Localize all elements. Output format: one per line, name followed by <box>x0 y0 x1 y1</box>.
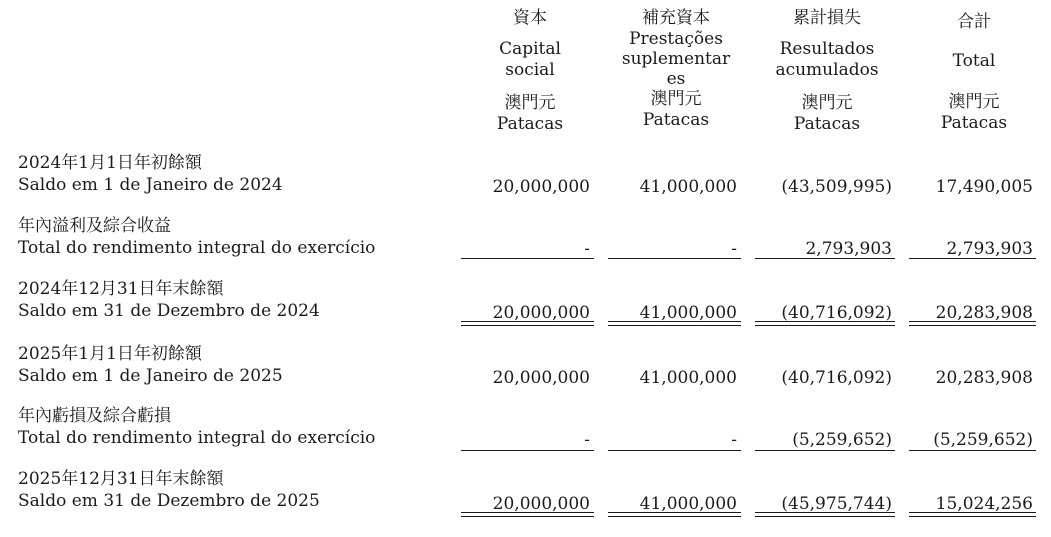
cell-resultados: (45,975,744) <box>781 494 892 514</box>
cell-prestacoes: - <box>731 239 737 259</box>
cell-resultados: (40,716,092) <box>781 303 892 323</box>
total-rule <box>909 516 1036 517</box>
subtotal-rule <box>461 258 594 259</box>
cell-capital: - <box>584 239 590 259</box>
column-header-pt: Resultados acumulados <box>775 39 879 80</box>
column-header-zh: 補充資本 <box>642 8 710 28</box>
cell-resultados: (5,259,652) <box>792 430 892 450</box>
row-label <box>18 215 375 259</box>
total-rule <box>755 516 895 517</box>
total-rule <box>909 325 1036 326</box>
row-label-pt: Saldo em 1 de Janeiro de 2025 <box>18 366 283 386</box>
column-header-zh: 資本 <box>513 8 547 28</box>
currency-zh: 澳門元 <box>948 92 1000 112</box>
currency-zh: 澳門元 <box>650 89 702 109</box>
row-label <box>18 405 375 449</box>
total-rule <box>461 516 594 517</box>
currency-pt: Patacas <box>642 110 710 130</box>
cell-total: 20,283,908 <box>935 303 1033 323</box>
subtotal-rule <box>461 450 594 451</box>
row-label-pt: Saldo em 31 de Dezembro de 2024 <box>18 301 320 321</box>
column-header-resultados <box>762 8 892 135</box>
total-rule <box>755 325 895 326</box>
column-header-total <box>914 12 1034 134</box>
row-label-zh: 2024年1月1日年初餘額 <box>18 153 202 173</box>
subtotal-rule <box>909 450 1036 451</box>
column-header-zh: 合計 <box>957 12 991 32</box>
subtotal-rule <box>608 450 741 451</box>
cell-prestacoes: 41,000,000 <box>639 368 737 388</box>
row-label-pt: Saldo em 1 de Janeiro de 2024 <box>18 175 283 195</box>
row-label-pt: Total do rendimento integral do exercício <box>18 428 376 448</box>
row-label-zh: 年內虧損及綜合虧損 <box>18 406 171 426</box>
column-header-capital <box>470 8 590 135</box>
column-header-prestacoes <box>615 8 737 131</box>
cell-total: 2,793,903 <box>946 239 1033 259</box>
row-label <box>18 152 283 196</box>
column-header-zh: 累計損失 <box>793 8 861 28</box>
cell-prestacoes: 41,000,000 <box>639 303 737 323</box>
cell-prestacoes: 41,000,000 <box>639 494 737 514</box>
cell-resultados: (40,716,092) <box>781 368 892 388</box>
cell-capital: 20,000,000 <box>492 177 590 197</box>
currency-pt: Patacas <box>496 114 564 134</box>
row-label-zh: 2024年12月31日年末餘額 <box>18 279 224 299</box>
cell-total: 20,283,908 <box>935 368 1033 388</box>
row-label <box>18 468 320 512</box>
row-label-zh: 2025年1月1日年初餘額 <box>18 344 202 364</box>
cell-prestacoes: - <box>731 430 737 450</box>
row-label-zh: 年內溢利及綜合收益 <box>18 216 171 236</box>
row-label-pt: Saldo em 31 de Dezembro de 2025 <box>18 491 320 511</box>
total-rule <box>755 321 895 322</box>
subtotal-rule <box>909 258 1036 259</box>
cell-total: 17,490,005 <box>935 177 1033 197</box>
cell-capital: 20,000,000 <box>492 368 590 388</box>
subtotal-rule <box>755 258 895 259</box>
column-header-pt: Prestações suplementar es <box>621 29 731 89</box>
cell-capital: - <box>584 430 590 450</box>
currency-zh: 澳門元 <box>504 93 556 113</box>
column-header-pt: Total <box>952 51 996 71</box>
row-label <box>18 343 283 387</box>
total-rule <box>461 325 594 326</box>
total-rule <box>755 512 895 513</box>
total-rule <box>608 516 741 517</box>
cell-total: (5,259,652) <box>933 430 1033 450</box>
total-rule <box>608 512 741 513</box>
row-label-zh: 2025年12月31日年末餘額 <box>18 469 224 489</box>
row-label-pt: Total do rendimento integral do exercício <box>18 238 376 258</box>
total-rule <box>461 321 594 322</box>
total-rule <box>909 512 1036 513</box>
currency-pt: Patacas <box>793 114 861 134</box>
column-header-pt: Capital social <box>499 39 561 80</box>
total-rule <box>608 325 741 326</box>
cell-resultados: 2,793,903 <box>805 239 892 259</box>
total-rule <box>608 321 741 322</box>
subtotal-rule <box>755 450 895 451</box>
cell-total: 15,024,256 <box>935 494 1033 514</box>
cell-prestacoes: 41,000,000 <box>639 177 737 197</box>
row-label <box>18 278 320 322</box>
total-rule <box>909 321 1036 322</box>
currency-zh: 澳門元 <box>801 93 853 113</box>
cell-capital: 20,000,000 <box>492 303 590 323</box>
currency-pt: Patacas <box>940 113 1008 133</box>
subtotal-rule <box>608 258 741 259</box>
cell-resultados: (43,509,995) <box>781 177 892 197</box>
cell-capital: 20,000,000 <box>492 494 590 514</box>
total-rule <box>461 512 594 513</box>
